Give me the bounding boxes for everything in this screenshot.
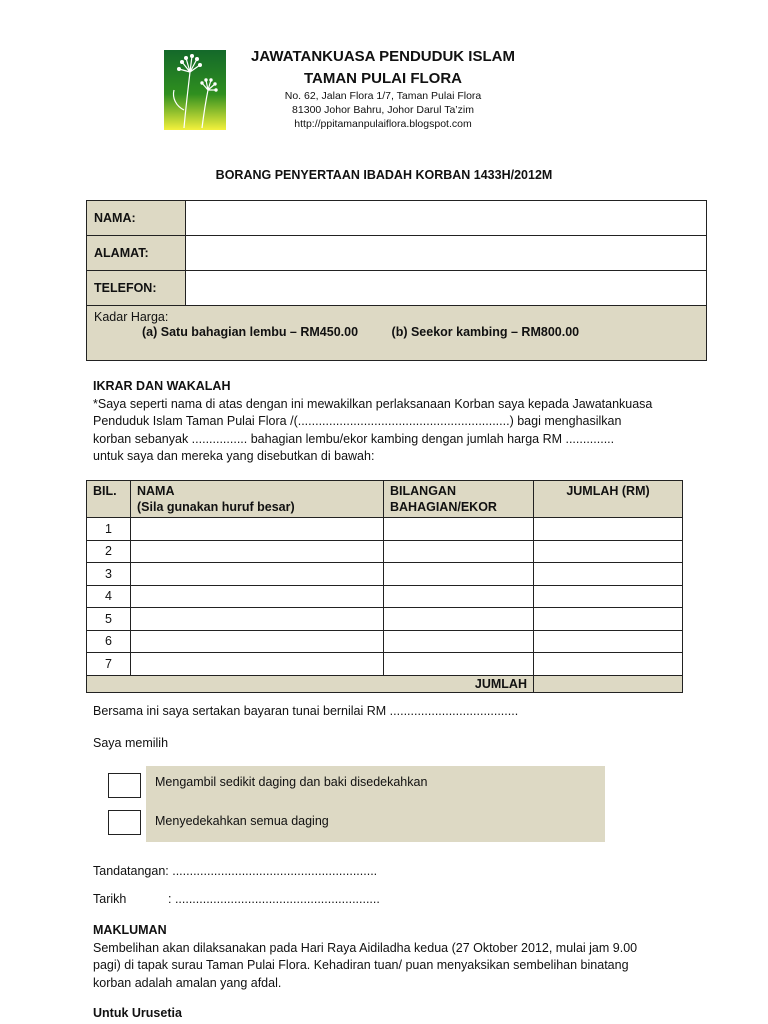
col-nama-header bbox=[131, 481, 384, 518]
website-link[interactable]: http://ppitamanpulaiflora.blogspot.com bbox=[294, 118, 472, 130]
row-number: 3 bbox=[87, 563, 131, 586]
option1-label: Mengambil sedikit daging dan baki disedekahkan bbox=[155, 775, 428, 789]
row-number: 6 bbox=[87, 630, 131, 653]
bilangan-cell[interactable] bbox=[384, 608, 534, 631]
address-line1: No. 62, Jalan Flora 1/7, Taman Pulai Flora bbox=[284, 90, 482, 102]
total-label: JUMLAH bbox=[87, 675, 534, 692]
ikrar-heading: IKRAR DAN WAKALAH bbox=[93, 379, 231, 393]
kadar-harga-label: Kadar Harga: bbox=[94, 310, 169, 324]
table-row bbox=[87, 540, 683, 563]
makluman-line: pagi) di tapak surau Taman Pulai Flora. Kehadiran tuan/ puan menyaksikan sembelihan binatang bbox=[93, 958, 629, 972]
table-row bbox=[87, 608, 683, 631]
makluman-heading: MAKLUMAN bbox=[93, 923, 167, 937]
option2-label: Menyedekahkan semua daging bbox=[155, 814, 329, 828]
row-number: 4 bbox=[87, 585, 131, 608]
nama-cell[interactable] bbox=[131, 585, 384, 608]
row-number: 5 bbox=[87, 608, 131, 631]
table-row bbox=[87, 585, 683, 608]
choose-label: Saya memilih bbox=[93, 736, 169, 750]
telefon-field[interactable] bbox=[186, 271, 707, 306]
date-label: Tarikh bbox=[93, 892, 127, 906]
table-row bbox=[87, 518, 683, 541]
org-name-line2: TAMAN PULAI FLORA bbox=[303, 70, 463, 87]
option2-checkbox[interactable] bbox=[108, 810, 141, 835]
jumlah-cell[interactable] bbox=[534, 518, 683, 541]
jumlah-cell[interactable] bbox=[534, 653, 683, 676]
jumlah-cell[interactable] bbox=[534, 608, 683, 631]
col-bilangan-header bbox=[384, 481, 534, 518]
payment-line: Bersama ini saya sertakan bayaran tunai bernilai RM ..................................... bbox=[93, 704, 519, 718]
applicant-info-table bbox=[86, 200, 707, 361]
nama-label: NAMA: bbox=[87, 201, 186, 236]
makluman-line: korban adalah amalan yang afdal. bbox=[93, 975, 282, 990]
nama-cell[interactable] bbox=[131, 518, 384, 541]
col-bilangan-title: BILANGAN bbox=[390, 484, 456, 498]
address-line2: 81300 Johor Bahru, Johor Darul Ta’zim bbox=[292, 104, 474, 116]
jumlah-cell[interactable] bbox=[534, 585, 683, 608]
nama-cell[interactable] bbox=[131, 630, 384, 653]
col-nama-title: NAMA bbox=[137, 484, 175, 498]
total-amount-cell[interactable] bbox=[534, 675, 683, 692]
nama-cell[interactable] bbox=[131, 653, 384, 676]
bilangan-cell[interactable] bbox=[384, 518, 534, 541]
telefon-label: TELEFON: bbox=[87, 271, 186, 306]
ikrar-section bbox=[93, 378, 683, 466]
col-jumlah-header: JUMLAH (RM) bbox=[534, 481, 683, 518]
table-row bbox=[87, 630, 683, 653]
table-row bbox=[87, 653, 683, 676]
ikrar-line: korban sebanyak ................ bahagian lembu/ekor kambing dengan jumlah harga RM .............. bbox=[93, 431, 615, 446]
table-row bbox=[87, 563, 683, 586]
col-bil-header: BIL. bbox=[87, 481, 131, 518]
jumlah-cell[interactable] bbox=[534, 540, 683, 563]
participants-table bbox=[86, 480, 683, 693]
nama-field[interactable] bbox=[186, 201, 707, 236]
flower-logo-icon bbox=[164, 50, 226, 130]
jumlah-cell[interactable] bbox=[534, 563, 683, 586]
jumlah-cell[interactable] bbox=[534, 630, 683, 653]
urusetia-label: Untuk Urusetia bbox=[93, 1006, 182, 1020]
alamat-field[interactable] bbox=[186, 236, 707, 271]
makluman-line: Sembelihan akan dilaksanakan pada Hari Raya Aidiladha kedua (27 Oktober 2012, mulai jam 9.00 bbox=[93, 940, 638, 955]
price-option-b: (b) Seekor kambing – RM800.00 bbox=[391, 325, 580, 339]
option1-checkbox[interactable] bbox=[108, 773, 141, 798]
nama-cell[interactable] bbox=[131, 608, 384, 631]
date-line[interactable]: : ........................................................... bbox=[168, 892, 380, 906]
bilangan-cell[interactable] bbox=[384, 563, 534, 586]
ikrar-line: *Saya seperti nama di atas dengan ini mewakilkan perlaksanaan Korban saya kepada Jawatankuasa bbox=[93, 396, 653, 411]
nama-cell[interactable] bbox=[131, 540, 384, 563]
col-bilangan-sub: BAHAGIAN/EKOR bbox=[390, 500, 497, 514]
ikrar-line: Penduduk Islam Taman Pulai Flora /(.............................................................) bagi menghasilkan bbox=[93, 414, 622, 428]
form-title: BORANG PENYERTAAN IBADAH KORBAN 1433H/2012M bbox=[215, 168, 553, 182]
bilangan-cell[interactable] bbox=[384, 653, 534, 676]
col-nama-note: (Sila gunakan huruf besar) bbox=[137, 500, 295, 514]
bilangan-cell[interactable] bbox=[384, 540, 534, 563]
row-number: 2 bbox=[87, 540, 131, 563]
alamat-label: ALAMAT: bbox=[87, 236, 186, 271]
nama-cell[interactable] bbox=[131, 563, 384, 586]
bilangan-cell[interactable] bbox=[384, 630, 534, 653]
ikrar-line: untuk saya dan mereka yang disebutkan di bawah: bbox=[93, 449, 375, 463]
bilangan-cell[interactable] bbox=[384, 585, 534, 608]
total-row bbox=[87, 675, 683, 692]
price-option-a: (a) Satu bahagian lembu – RM450.00 bbox=[142, 325, 359, 339]
signature-line[interactable]: Tandatangan: ........................................................... bbox=[93, 864, 378, 878]
row-number: 1 bbox=[87, 518, 131, 541]
price-rate-cell bbox=[87, 306, 707, 361]
row-number: 7 bbox=[87, 653, 131, 676]
org-name-line1: JAWATANKUASA PENDUDUK ISLAM bbox=[251, 48, 515, 65]
makluman-section bbox=[93, 922, 683, 992]
